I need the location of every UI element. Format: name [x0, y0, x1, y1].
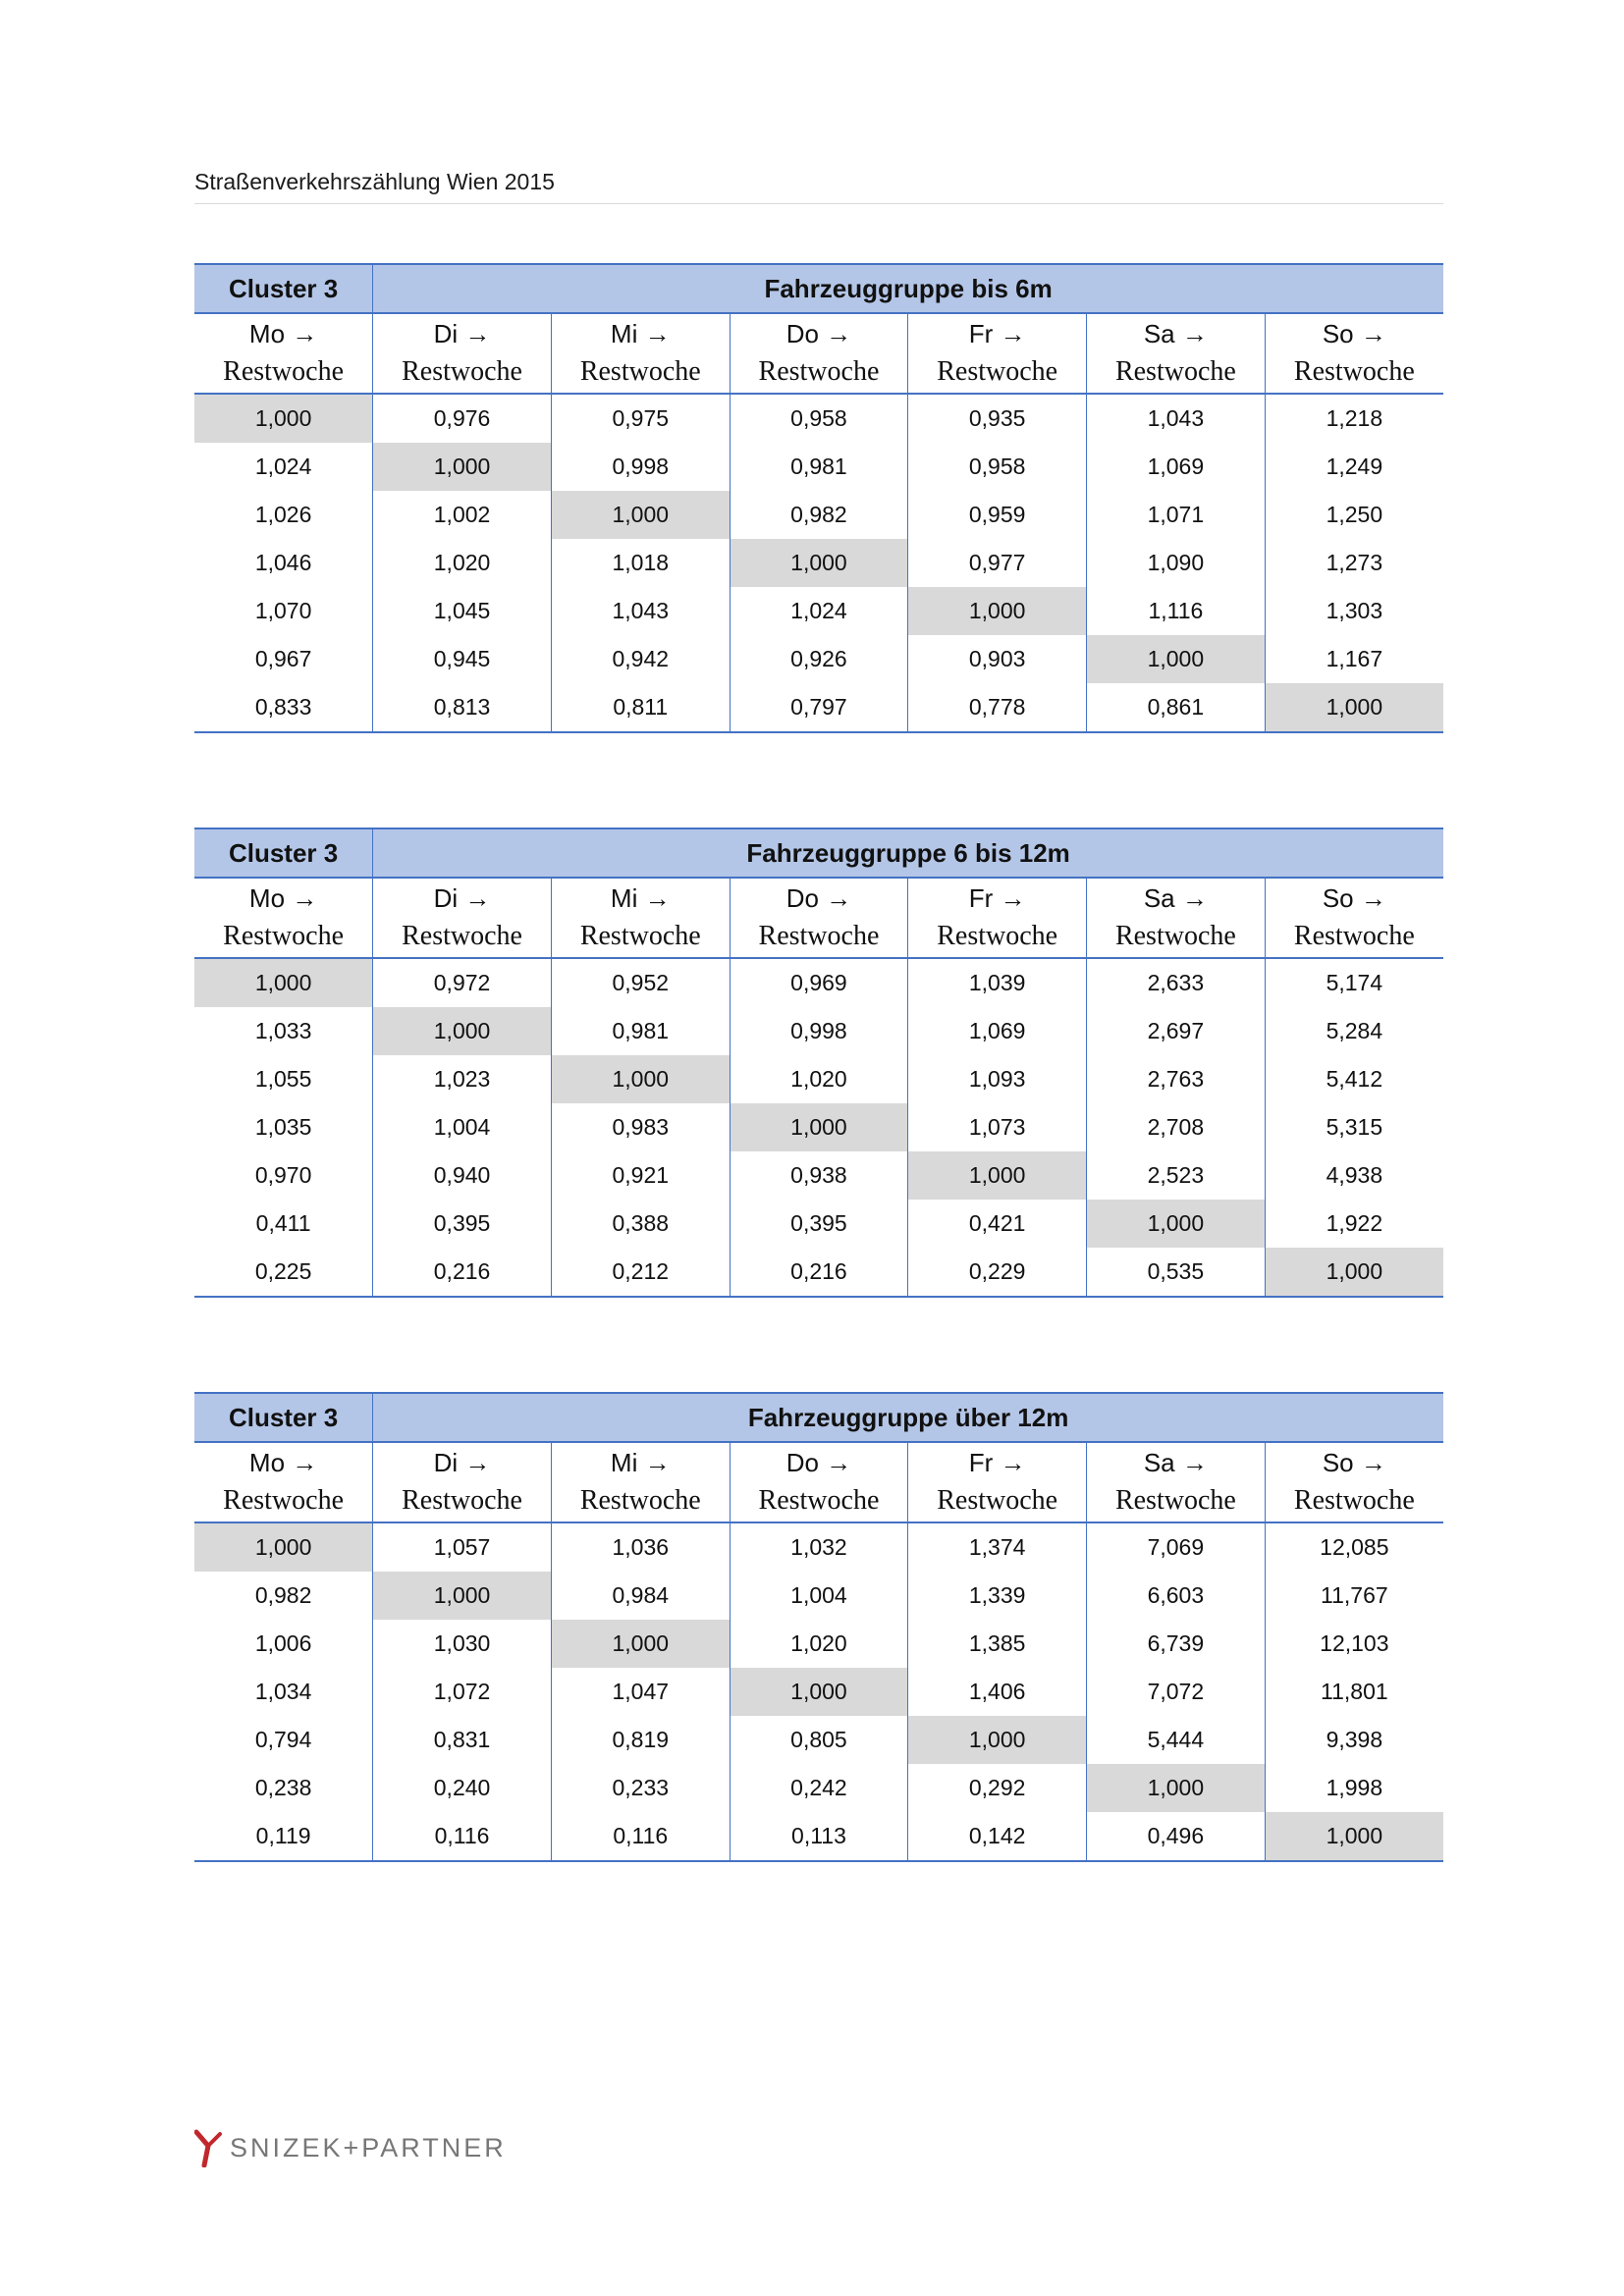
- factor-cell: 1,000: [373, 1007, 552, 1055]
- factor-cell: 1,004: [730, 1572, 908, 1620]
- table-row: [194, 1620, 1443, 1668]
- factor-table-ueber-12m: [194, 1392, 1443, 1862]
- column-day: Do →: [785, 883, 852, 913]
- factor-cell: 0,813: [373, 683, 552, 732]
- column-sub: Restwoche: [758, 921, 880, 951]
- factor-cell: 1,000: [373, 443, 552, 491]
- factor-table-bis-6m: [194, 263, 1443, 733]
- factor-cell: 0,116: [551, 1812, 730, 1861]
- column-sub: Restwoche: [1293, 356, 1415, 387]
- column-sub: Restwoche: [758, 1485, 880, 1516]
- factor-cell: 1,000: [1265, 1248, 1443, 1297]
- factor-cell: 1,020: [373, 539, 552, 587]
- factor-cell: 1,033: [194, 1007, 373, 1055]
- column-sub: Restwoche: [579, 1485, 701, 1516]
- factor-cell: 1,000: [194, 394, 373, 443]
- factor-cell: 1,039: [908, 958, 1087, 1007]
- factor-cell: 0,952: [551, 958, 730, 1007]
- column-sub: Restwoche: [579, 356, 701, 387]
- factor-cell: 1,000: [908, 587, 1087, 635]
- factor-cell: 1,000: [1087, 635, 1266, 683]
- column-header: [373, 878, 552, 958]
- factor-cell: 1,250: [1326, 502, 1383, 527]
- factor-cell: 0,778: [908, 683, 1087, 732]
- factor-table: [194, 263, 1443, 733]
- factor-cell: 0,981: [551, 1007, 730, 1055]
- column-header: [1265, 1442, 1443, 1522]
- table-row: [194, 1151, 1443, 1200]
- column-header: [1087, 313, 1266, 394]
- factor-cell: 1,090: [1087, 539, 1266, 587]
- table-row: [194, 1716, 1443, 1764]
- factor-cell: 1,339: [908, 1572, 1087, 1620]
- snizek-logo-icon: [194, 2128, 224, 2167]
- table-row: [194, 394, 1443, 443]
- factor-cell: 0,395: [730, 1200, 908, 1248]
- factor-cell: 2,763: [1087, 1055, 1266, 1103]
- factor-cell: 0,833: [194, 683, 373, 732]
- page-header: Straßenverkehrszählung Wien 2015: [194, 169, 1443, 204]
- factor-cell: 1,024: [194, 443, 373, 491]
- factor-cell: 0,805: [730, 1716, 908, 1764]
- factor-cell: 12,103: [1320, 1630, 1389, 1656]
- factor-cell: 1,043: [551, 587, 730, 635]
- factor-cell: 0,242: [730, 1764, 908, 1812]
- factor-cell: 1,047: [551, 1668, 730, 1716]
- factor-cell: 1,000: [1265, 1812, 1443, 1861]
- factor-cell: 0,238: [194, 1764, 373, 1812]
- factor-cell: 1,000: [551, 1620, 730, 1668]
- factor-cell: 0,972: [373, 958, 552, 1007]
- factor-cell: 1,046: [194, 539, 373, 587]
- factor-cell: 1,000: [194, 958, 373, 1007]
- table-row: [194, 683, 1443, 732]
- column-header: [908, 313, 1087, 394]
- factor-cell: 1,000: [730, 539, 908, 587]
- column-header: [194, 313, 373, 394]
- factor-cell: 1,000: [1087, 1764, 1266, 1812]
- factor-cell: 0,411: [194, 1200, 373, 1248]
- factor-cell: 0,119: [194, 1812, 373, 1861]
- factor-cell: 1,000: [373, 1572, 552, 1620]
- column-header: [194, 1442, 373, 1522]
- factor-cell: 0,496: [1087, 1812, 1266, 1861]
- factor-cell: 0,998: [730, 1007, 908, 1055]
- factor-cell: 1,055: [194, 1055, 373, 1103]
- column-day: Fr →: [968, 1448, 1026, 1477]
- factor-cell: 0,116: [373, 1812, 552, 1861]
- factor-cell: 0,831: [373, 1716, 552, 1764]
- factor-cell: 1,000: [908, 1151, 1087, 1200]
- factor-cell: 1,069: [908, 1007, 1087, 1055]
- column-day: Mi →: [610, 883, 671, 913]
- factor-cell: 0,967: [194, 635, 373, 683]
- factor-cell: 1,071: [1087, 491, 1266, 539]
- factor-cell: 2,633: [1087, 958, 1266, 1007]
- column-day: Do →: [785, 319, 852, 348]
- column-day: So →: [1322, 319, 1386, 348]
- factor-cell: 0,945: [373, 635, 552, 683]
- cluster-label: Cluster 3: [194, 828, 373, 878]
- column-header: [730, 878, 908, 958]
- column-day: Mo →: [248, 883, 318, 913]
- factor-cell: 1,018: [551, 539, 730, 587]
- column-day: So →: [1322, 1448, 1386, 1477]
- factor-cell: 0,421: [908, 1200, 1087, 1248]
- column-sub: Restwoche: [402, 1485, 522, 1516]
- logo-text: SNIZEK+PARTNER: [230, 2132, 507, 2163]
- factor-cell: 1,032: [730, 1522, 908, 1572]
- table-row: [194, 635, 1443, 683]
- factor-cell: 11,801: [1321, 1679, 1388, 1704]
- factor-cell: 1,000: [1265, 683, 1443, 732]
- cluster-label: Cluster 3: [194, 264, 373, 313]
- column-day: Di →: [433, 883, 491, 913]
- column-sub: Restwoche: [223, 921, 345, 951]
- vehicle-group-label: Fahrzeuggruppe über 12m: [373, 1393, 1443, 1442]
- factor-cell: 1,374: [908, 1522, 1087, 1572]
- column-sub: Restwoche: [1114, 356, 1236, 387]
- factor-table: [194, 1392, 1443, 1862]
- factor-cell: 0,240: [373, 1764, 552, 1812]
- factor-cell: 1,000: [551, 491, 730, 539]
- column-header: [373, 313, 552, 394]
- factor-cell: 0,984: [551, 1572, 730, 1620]
- factor-cell: 1,030: [373, 1620, 552, 1668]
- column-header: [1265, 878, 1443, 958]
- factor-cell: 0,225: [194, 1248, 373, 1297]
- column-day: Mo →: [248, 319, 318, 348]
- factor-cell: 1,034: [194, 1668, 373, 1716]
- factor-cell: 0,981: [730, 443, 908, 491]
- table-row: [194, 1103, 1443, 1151]
- factor-cell: 1,020: [730, 1620, 908, 1668]
- factor-cell: 1,020: [730, 1055, 908, 1103]
- table-row: [194, 1668, 1443, 1716]
- table-row: [194, 1248, 1443, 1297]
- vehicle-group-label: Fahrzeuggruppe 6 bis 12m: [373, 828, 1443, 878]
- factor-cell: 0,142: [908, 1812, 1087, 1861]
- factor-cell: 1,026: [194, 491, 373, 539]
- factor-cell: 0,926: [730, 635, 908, 683]
- factor-cell: 1,057: [373, 1522, 552, 1572]
- factor-cell: 0,216: [730, 1248, 908, 1297]
- factor-cell: 0,233: [551, 1764, 730, 1812]
- factor-cell: 2,697: [1087, 1007, 1266, 1055]
- factor-cell: 0,938: [730, 1151, 908, 1200]
- factor-cell: 0,998: [551, 443, 730, 491]
- factor-cell: 1,385: [908, 1620, 1087, 1668]
- table-row: [194, 443, 1443, 491]
- factor-cell: 5,412: [1326, 1066, 1383, 1092]
- column-sub: Restwoche: [402, 356, 522, 387]
- column-header: [373, 1442, 552, 1522]
- factor-cell: 0,958: [908, 443, 1087, 491]
- column-day: So →: [1322, 883, 1386, 913]
- factor-cell: 1,000: [551, 1055, 730, 1103]
- column-sub: Restwoche: [758, 356, 880, 387]
- factor-cell: 0,969: [730, 958, 908, 1007]
- factor-cell: 0,976: [373, 394, 552, 443]
- factor-cell: 1,000: [1087, 1200, 1266, 1248]
- factor-cell: 0,797: [730, 683, 908, 732]
- factor-cell: 1,167: [1326, 646, 1383, 671]
- table-row: [194, 958, 1443, 1007]
- factor-cell: 1,116: [1087, 587, 1266, 635]
- factor-cell: 1,070: [194, 587, 373, 635]
- factor-cell: 1,000: [730, 1103, 908, 1151]
- vehicle-group-label: Fahrzeuggruppe bis 6m: [373, 264, 1443, 313]
- column-sub: Restwoche: [937, 1485, 1058, 1516]
- column-header: [1087, 878, 1266, 958]
- factor-cell: 1,069: [1087, 443, 1266, 491]
- factor-cell: 1,998: [1326, 1775, 1383, 1800]
- column-sub: Restwoche: [937, 921, 1058, 951]
- column-day: Sa →: [1143, 319, 1208, 348]
- factor-cell: 0,216: [373, 1248, 552, 1297]
- factor-cell: 0,395: [373, 1200, 552, 1248]
- column-header: [908, 1442, 1087, 1522]
- factor-cell: 1,218: [1326, 405, 1383, 431]
- factor-cell: 1,035: [194, 1103, 373, 1151]
- factor-cell: 1,045: [373, 587, 552, 635]
- table-row: [194, 1812, 1443, 1861]
- factor-cell: 1,000: [908, 1716, 1087, 1764]
- factor-cell: 1,249: [1326, 454, 1383, 479]
- factor-cell: 0,942: [551, 635, 730, 683]
- column-header: [1087, 1442, 1266, 1522]
- factor-cell: 7,072: [1087, 1668, 1266, 1716]
- factor-cell: 1,273: [1326, 550, 1383, 575]
- factor-table: [194, 828, 1443, 1298]
- factor-cell: 1,006: [194, 1620, 373, 1668]
- factor-cell: 1,023: [373, 1055, 552, 1103]
- factor-cell: 0,861: [1087, 683, 1266, 732]
- column-day: Fr →: [968, 319, 1026, 348]
- factor-cell: 1,002: [373, 491, 552, 539]
- factor-cell: 0,292: [908, 1764, 1087, 1812]
- table-row: [194, 587, 1443, 635]
- factor-cell: 1,093: [908, 1055, 1087, 1103]
- factor-cell: 0,983: [551, 1103, 730, 1151]
- column-day: Mo →: [248, 1448, 318, 1477]
- factor-cell: 2,708: [1087, 1103, 1266, 1151]
- factor-cell: 12,085: [1320, 1534, 1389, 1560]
- factor-cell: 1,036: [551, 1522, 730, 1572]
- column-day: Di →: [433, 1448, 491, 1477]
- factor-cell: 0,819: [551, 1716, 730, 1764]
- factor-cell: 0,977: [908, 539, 1087, 587]
- column-day: Di →: [433, 319, 491, 348]
- factor-cell: 0,212: [551, 1248, 730, 1297]
- factor-cell: 1,043: [1087, 394, 1266, 443]
- factor-cell: 0,794: [194, 1716, 373, 1764]
- factor-cell: 6,739: [1087, 1620, 1266, 1668]
- column-sub: Restwoche: [579, 921, 701, 951]
- column-sub: Restwoche: [937, 356, 1058, 387]
- factor-cell: 11,767: [1321, 1582, 1388, 1608]
- factor-cell: 5,315: [1326, 1114, 1383, 1140]
- table-row: [194, 1764, 1443, 1812]
- factor-cell: 0,982: [194, 1572, 373, 1620]
- factor-cell: 0,935: [908, 394, 1087, 443]
- factor-cell: 0,940: [373, 1151, 552, 1200]
- factor-cell: 0,535: [1087, 1248, 1266, 1297]
- factor-cell: 0,388: [551, 1200, 730, 1248]
- table-row: [194, 1055, 1443, 1103]
- column-header: [551, 878, 730, 958]
- column-header: [730, 313, 908, 394]
- factor-cell: 1,024: [730, 587, 908, 635]
- column-sub: Restwoche: [1114, 1485, 1236, 1516]
- factor-cell: 9,398: [1326, 1727, 1383, 1752]
- table-row: [194, 1007, 1443, 1055]
- factor-cell: 0,975: [551, 394, 730, 443]
- factor-cell: 1,303: [1326, 598, 1383, 623]
- column-header: [194, 878, 373, 958]
- factor-cell: 0,903: [908, 635, 1087, 683]
- factor-cell: 7,069: [1087, 1522, 1266, 1572]
- factor-cell: 1,000: [194, 1522, 373, 1572]
- column-day: Mi →: [610, 1448, 671, 1477]
- column-sub: Restwoche: [1114, 921, 1236, 951]
- factor-cell: 0,811: [551, 683, 730, 732]
- column-day: Fr →: [968, 883, 1026, 913]
- column-day: Sa →: [1143, 883, 1208, 913]
- column-header: [730, 1442, 908, 1522]
- factor-cell: 0,229: [908, 1248, 1087, 1297]
- company-logo: [194, 2128, 507, 2167]
- factor-cell: 0,959: [908, 491, 1087, 539]
- factor-cell: 1,004: [373, 1103, 552, 1151]
- table-row: [194, 539, 1443, 587]
- column-sub: Restwoche: [1293, 921, 1415, 951]
- column-header: [551, 1442, 730, 1522]
- factor-cell: 0,970: [194, 1151, 373, 1200]
- factor-cell: 4,938: [1326, 1162, 1383, 1188]
- column-sub: Restwoche: [223, 1485, 345, 1516]
- column-day: Sa →: [1143, 1448, 1208, 1477]
- factor-cell: 0,113: [730, 1812, 908, 1861]
- column-sub: Restwoche: [402, 921, 522, 951]
- factor-cell: 5,444: [1087, 1716, 1266, 1764]
- column-sub: Restwoche: [1293, 1485, 1415, 1516]
- factor-cell: 6,603: [1087, 1572, 1266, 1620]
- table-row: [194, 1200, 1443, 1248]
- factor-table-6-bis-12m: [194, 828, 1443, 1298]
- factor-cell: 0,982: [730, 491, 908, 539]
- column-header: [1265, 313, 1443, 394]
- table-row: [194, 1522, 1443, 1572]
- factor-cell: 1,072: [373, 1668, 552, 1716]
- column-day: Do →: [785, 1448, 852, 1477]
- factor-cell: 5,284: [1326, 1018, 1383, 1043]
- table-row: [194, 491, 1443, 539]
- factor-cell: 0,921: [551, 1151, 730, 1200]
- factor-cell: 1,922: [1326, 1210, 1383, 1236]
- factor-cell: 1,406: [908, 1668, 1087, 1716]
- column-day: Mi →: [610, 319, 671, 348]
- cluster-label: Cluster 3: [194, 1393, 373, 1442]
- factor-cell: 1,000: [730, 1668, 908, 1716]
- column-header: [551, 313, 730, 394]
- column-sub: Restwoche: [223, 356, 345, 387]
- factor-cell: 1,073: [908, 1103, 1087, 1151]
- factor-cell: 5,174: [1326, 970, 1383, 995]
- table-row: [194, 1572, 1443, 1620]
- column-header: [908, 878, 1087, 958]
- factor-cell: 2,523: [1087, 1151, 1266, 1200]
- factor-cell: 0,958: [730, 394, 908, 443]
